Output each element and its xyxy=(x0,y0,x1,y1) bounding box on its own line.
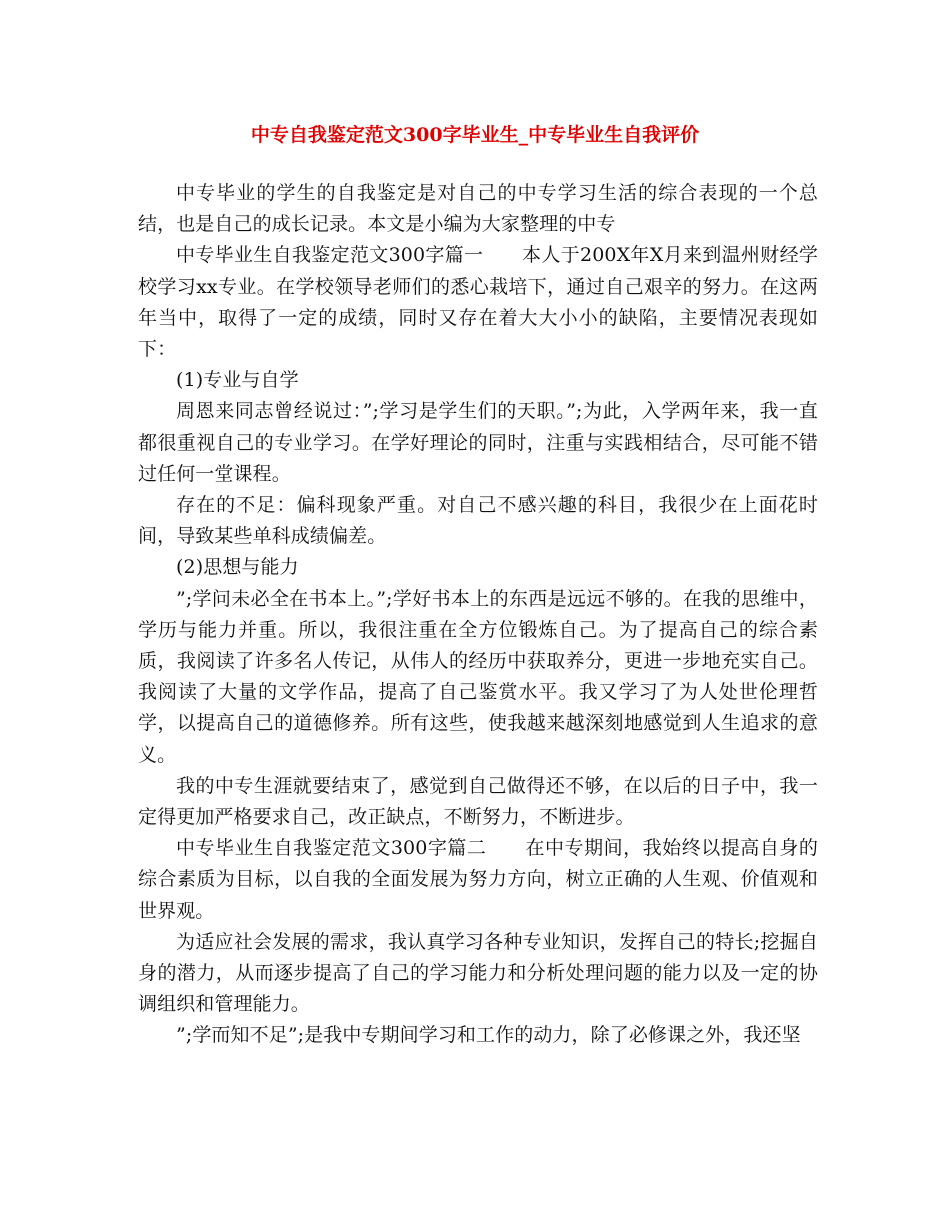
section-heading-thought-ability: (2)思想与能力 xyxy=(176,556,299,579)
paragraph-adaptation: 为适应社会发展的需求，我认真学习各种专业知识，发挥自己的特长;挖掘自身的潜力，从而逐步提高了自己的学习能力和分析处理问题的能力以及一定的协调组织和管理能力。 xyxy=(138,930,818,1016)
paragraph-study: 周恩来同志曾经说过：”;学习是学生们的天职。”;为此，入学两年来，我一直都很重视自己的专业学习。在学好理论的同时，注重与实践相结合，尽可能不错过任何一堂课程。 xyxy=(138,400,818,485)
section-heading-major-self-study: (1)专业与自学 xyxy=(176,369,299,392)
paragraph-essay-one-start: 中专毕业生自我鉴定范文300字篇一 本人于200X年X月来到温州财经学校学习xx专业。在学校领导老师们的悉心栽培下，通过自己艰辛的努力。在这两年当中，取得了一定的成绩，同时又存在着大大小小的缺陷，主要情况表现如下： xyxy=(138,244,818,361)
document-title: 中专自我鉴定范文300字毕业生_中专毕业生自我评价 xyxy=(250,124,700,146)
paragraph-essay-two-start: 中专毕业生自我鉴定范文300字篇二 在中专期间，我始终以提高自身的综合素质为目标，以自我的全面发展为努力方向，树立正确的人生观、价值观和世界观。 xyxy=(138,837,818,922)
paragraph-learning-motivation: ”;学而知不足”;是我中专期间学习和工作的动力，除了必修课之外，我还坚 xyxy=(176,1024,801,1047)
paragraph-conclusion-one: 我的中专生涯就要结束了，感觉到自己做得还不够，在以后的日子中，我一定得更加严格要求自己，改正缺点，不断努力，不断进步。 xyxy=(138,774,818,829)
paragraph-ability: ”;学问未必全在书本上。”;学好书本上的东西是远远不够的。在我的思维中，学历与能力并重。所以，我很注重在全方位锻炼自己。为了提高自己的综合素质，我阅读了许多名人传记，从伟人的经历中获取养分，更进一步地充实自己。我阅读了大量的文学作品，提高了自己鉴赏水平。我又学习了为人处世伦理哲学，以提高自己的道德修养。所有这些，使我越来越深刻地感觉到人生追求的意义。 xyxy=(138,587,818,766)
paragraph-intro: 中专毕业的学生的自我鉴定是对自己的中专学习生活的综合表现的一个总结，也是自己的成长记录。本文是小编为大家整理的中专 xyxy=(138,182,818,236)
document-body xyxy=(138,178,818,1052)
paragraph-shortcoming: 存在的不足：偏科现象严重。对自己不感兴趣的科目，我很少在上面花时间，导致某些单科成绩偏差。 xyxy=(138,494,818,548)
